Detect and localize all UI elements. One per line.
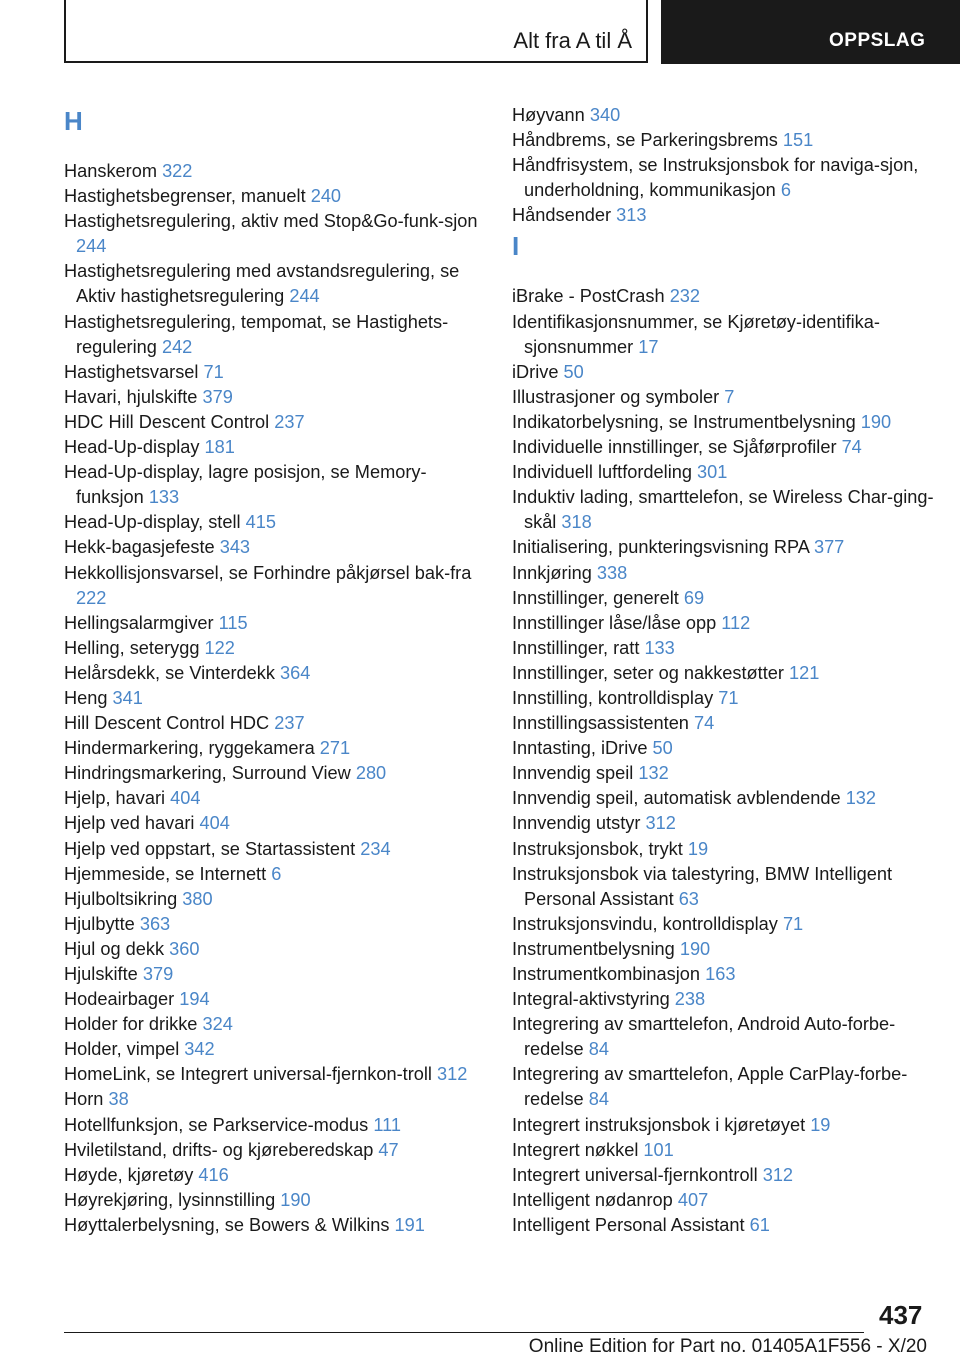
index-entry-page-link[interactable]: 313 bbox=[616, 205, 647, 226]
index-entry-page-link[interactable]: 112 bbox=[721, 612, 751, 633]
index-entry-page-link[interactable]: 84 bbox=[588, 1089, 609, 1110]
index-entry-text: Hanskerom bbox=[64, 161, 157, 181]
index-entry bbox=[64, 1087, 494, 1112]
index-entry-text: Innstillinger, seter og nakkestøtter bbox=[512, 662, 784, 683]
index-entry-text: Instruksjonsbok via talestyring, BMW Intelligent Personal Assistant bbox=[512, 863, 893, 909]
index-entry-text: Høyttalerbelysning, se Bowers & Wilkins bbox=[64, 1214, 390, 1235]
index-entry-text: Integrert nøkkel bbox=[512, 1139, 639, 1160]
index-entry bbox=[512, 561, 942, 586]
index-entry-page-link[interactable]: 318 bbox=[561, 512, 592, 533]
index-entry-page-link[interactable]: 312 bbox=[762, 1164, 794, 1185]
index-entry-page-link[interactable]: 132 bbox=[638, 763, 669, 784]
index-entry bbox=[512, 310, 942, 360]
index-entry bbox=[512, 1138, 942, 1163]
index-entry-text: Høyde, kjøretøy bbox=[64, 1164, 194, 1185]
index-entry bbox=[64, 1138, 494, 1163]
index-entry bbox=[512, 460, 942, 485]
index-entry-text: Instruksjonsvindu, kontrolldisplay bbox=[512, 913, 778, 934]
index-entry-page-link[interactable]: 237 bbox=[274, 713, 305, 734]
index-entry-text: Høyvann bbox=[512, 105, 585, 125]
index-entry-text: Håndbrems, se Parkeringsbrems bbox=[512, 130, 778, 151]
index-entry-page-link[interactable]: 364 bbox=[280, 662, 311, 683]
index-entry bbox=[512, 761, 942, 786]
index-entry-text: Innkjøring bbox=[512, 562, 592, 583]
index-entry-text: Heng bbox=[64, 687, 108, 708]
index-entry-text: Innstillingsassistenten bbox=[512, 713, 689, 734]
index-entry-text: HDC Hill Descent Control bbox=[64, 411, 270, 432]
index-entry-text: Hastighetsregulering, tempomat, se Hastighets-regulering bbox=[64, 311, 449, 357]
index-entry-text: Integral-aktivstyring bbox=[512, 989, 670, 1010]
header-section-box bbox=[64, 0, 648, 63]
index-entry-text: Head-Up-display bbox=[64, 437, 200, 458]
index-entry bbox=[512, 1163, 942, 1188]
index-entry bbox=[512, 661, 942, 686]
index-entry-text: Innstilling, kontrolldisplay bbox=[512, 687, 714, 708]
index-entry-text: Hekkollisjonsvarsel, se Forhindre påkjørsel bak-fra bbox=[64, 562, 472, 583]
index-entry-page-link[interactable]: 71 bbox=[718, 687, 739, 708]
index-entry-text: Instruksjonsbok, trykt bbox=[512, 838, 683, 859]
index-entry-page-link[interactable]: 151 bbox=[782, 130, 814, 151]
index-entry bbox=[64, 711, 494, 736]
index-entry-text: Hjulskifte bbox=[64, 964, 138, 984]
index-entry-text: Holder, vimpel bbox=[64, 1039, 180, 1060]
index-entry bbox=[64, 360, 494, 385]
index-entry-page-link[interactable]: 132 bbox=[845, 788, 877, 809]
index-entry-text: Horn bbox=[64, 1089, 104, 1110]
index-entry bbox=[512, 711, 942, 736]
index-entry-text: Helårsdekk, se Vinterdekk bbox=[64, 662, 275, 683]
index-column-left bbox=[64, 103, 494, 1238]
index-entry-page-link[interactable]: 191 bbox=[394, 1214, 425, 1235]
index-entry-text: Integrert universal-fjernkontroll bbox=[512, 1164, 758, 1185]
index-entry bbox=[512, 128, 942, 153]
index-entry-text: Havari, hjulskifte bbox=[64, 386, 198, 407]
index-entry-text: Hjelp, havari bbox=[64, 788, 166, 809]
index-entry bbox=[64, 385, 494, 410]
index-entry-text: HomeLink, se Integrert universal-fjernkon-troll bbox=[64, 1064, 432, 1085]
index-entry-text: Hastighetsregulering med avstandsregulering, se Aktiv hastighetsregulering bbox=[64, 261, 460, 307]
index-entry bbox=[512, 736, 942, 761]
index-entry-text: Hastighetsbegrenser, manuelt bbox=[64, 186, 306, 207]
index-entry-page-link[interactable]: 194 bbox=[179, 989, 210, 1010]
index-entry-page-link[interactable]: 74 bbox=[693, 713, 715, 734]
index-entry bbox=[512, 811, 942, 836]
index-entry-page-link[interactable]: 280 bbox=[355, 763, 387, 784]
index-entry bbox=[512, 1062, 942, 1112]
index-entry-text: Hjul og dekk bbox=[64, 938, 165, 959]
index-entry-page-link[interactable]: 240 bbox=[310, 186, 342, 207]
index-entry-page-link[interactable]: 341 bbox=[112, 687, 143, 708]
index-entry-text: Hviletilstand, drifts- og kjøreberedskap bbox=[64, 1139, 374, 1160]
index-entry-text: Hindermarkering, ryggekamera bbox=[64, 738, 315, 759]
index-entry bbox=[64, 937, 494, 962]
index-entry-page-link[interactable]: 71 bbox=[782, 913, 804, 934]
index-entry bbox=[512, 485, 942, 535]
index-entry bbox=[512, 586, 942, 611]
index-entry bbox=[64, 962, 494, 987]
index-entry-page-link[interactable]: 380 bbox=[182, 888, 213, 909]
index-entry-page-link[interactable]: 271 bbox=[319, 738, 351, 759]
index-entry-page-link[interactable]: 416 bbox=[198, 1164, 229, 1185]
index-entry bbox=[512, 153, 942, 203]
index-entry-page-link[interactable]: 163 bbox=[705, 964, 736, 984]
index-entry bbox=[512, 410, 942, 435]
index-entry-page-link[interactable]: 7 bbox=[724, 386, 735, 407]
index-entry bbox=[512, 686, 942, 711]
index-entry-page-link[interactable]: 407 bbox=[677, 1189, 709, 1210]
index-entry bbox=[512, 937, 942, 962]
index-entry-text: Hodeairbager bbox=[64, 989, 175, 1010]
index-entry bbox=[64, 686, 494, 711]
index-entry-page-link[interactable]: 133 bbox=[644, 637, 675, 658]
index-entry-text: Hjemmeside, se Internett bbox=[64, 863, 267, 884]
index-entry bbox=[64, 661, 494, 686]
index-entry bbox=[64, 561, 494, 611]
index-entry bbox=[512, 1213, 942, 1238]
index-entry-text: Intelligent nødanrop bbox=[512, 1189, 673, 1210]
index-entry-text: Hekk-bagasjefeste bbox=[64, 537, 215, 558]
index-entry-text: iBrake - PostCrash bbox=[512, 286, 665, 307]
index-entry-page-link[interactable]: 312 bbox=[645, 813, 676, 834]
index-entry-text: Instrumentbelysning bbox=[512, 938, 675, 959]
index-entry-page-link[interactable]: 342 bbox=[184, 1039, 215, 1060]
index-entry-page-link[interactable]: 244 bbox=[289, 286, 320, 307]
index-entry bbox=[64, 811, 494, 836]
index-entry-page-link[interactable]: 377 bbox=[813, 537, 845, 558]
index-entry bbox=[512, 284, 942, 309]
index-entry-page-link[interactable]: 61 bbox=[749, 1214, 770, 1235]
index-entry-page-link[interactable]: 363 bbox=[139, 913, 171, 934]
index-entry-text: Innstillinger låse/låse opp bbox=[512, 612, 717, 633]
index-entry bbox=[64, 636, 494, 661]
index-entry bbox=[64, 184, 494, 209]
index-entry-text: Head-Up-display, lagre posisjon, se Memory-funksjon bbox=[64, 462, 427, 508]
index-entry-page-link[interactable]: 415 bbox=[245, 512, 276, 533]
header-chapter-title: OPPSLAG bbox=[829, 30, 926, 51]
index-entry bbox=[64, 1188, 494, 1213]
index-entry-text: Hastighetsregulering, aktiv med Stop&Go-funk-sjon bbox=[64, 211, 478, 232]
index-entry-text: Hjulbytte bbox=[64, 913, 135, 934]
footer-divider bbox=[64, 1332, 864, 1333]
index-entry-text: Hastighetsvarsel bbox=[64, 361, 199, 382]
index-entry bbox=[64, 510, 494, 535]
index-entry-text: Håndsender bbox=[512, 205, 612, 226]
index-entry-text: Induktiv lading, smarttelefon, se Wireless Char-ging-skål bbox=[512, 487, 934, 533]
index-entry bbox=[512, 535, 942, 560]
index-entry bbox=[64, 1012, 494, 1037]
index-entry bbox=[64, 259, 494, 309]
index-entry bbox=[512, 360, 942, 385]
index-entry-page-link[interactable]: 404 bbox=[199, 813, 230, 834]
index-entry-text: Instrumentkombinasjon bbox=[512, 964, 701, 984]
index-entry-page-link[interactable]: 38 bbox=[108, 1089, 129, 1110]
index-entry-text: Høyrekjøring, lysinnstilling bbox=[64, 1189, 276, 1210]
index-entry-page-link[interactable]: 19 bbox=[687, 838, 709, 859]
index-entry-page-link[interactable]: 237 bbox=[274, 411, 305, 432]
index-entry bbox=[512, 611, 942, 636]
index-entry bbox=[64, 209, 494, 259]
index-entry-page-link[interactable]: 47 bbox=[378, 1139, 399, 1160]
index-entry bbox=[512, 103, 942, 128]
index-entry-page-link[interactable]: 324 bbox=[202, 1014, 233, 1035]
index-entry bbox=[512, 1012, 942, 1062]
index-entry-page-link[interactable]: 234 bbox=[360, 838, 391, 859]
index-entry-page-link[interactable]: 71 bbox=[203, 361, 224, 382]
index-entry-text: Hellingsalarmgiver bbox=[64, 612, 214, 633]
index-entry-text: Illustrasjoner og symboler bbox=[512, 386, 720, 407]
header-chapter-tab bbox=[661, 0, 960, 64]
index-letter-heading: H bbox=[64, 106, 83, 136]
index-entry bbox=[512, 862, 942, 912]
index-entry-text: Indikatorbelysning, se Instrumentbelysning bbox=[512, 411, 856, 432]
index-entry-page-link[interactable]: 312 bbox=[437, 1064, 468, 1085]
index-entry-page-link[interactable]: 84 bbox=[588, 1039, 609, 1060]
index-entry bbox=[64, 837, 494, 862]
index-entry bbox=[512, 1113, 942, 1138]
index-entry-page-link[interactable]: 69 bbox=[683, 587, 705, 608]
index-entry-text: Identifikasjonsnummer, se Kjøretøy-identifika-sjonsnummer bbox=[512, 311, 880, 357]
index-entry bbox=[512, 1188, 942, 1213]
index-entry-page-link[interactable]: 19 bbox=[810, 1114, 831, 1135]
index-entry-page-link[interactable]: 74 bbox=[841, 437, 862, 458]
index-column-right bbox=[512, 103, 942, 1238]
index-entry bbox=[64, 410, 494, 435]
index-entry bbox=[64, 611, 494, 636]
index-entry-page-link[interactable]: 101 bbox=[643, 1139, 674, 1160]
index-entry bbox=[64, 887, 494, 912]
index-entry-text: Innstillinger, generelt bbox=[512, 587, 679, 608]
index-entry-page-link[interactable]: 343 bbox=[219, 537, 251, 558]
index-entry-page-link[interactable]: 190 bbox=[679, 938, 711, 959]
index-entry bbox=[64, 862, 494, 887]
index-entry-page-link[interactable]: 111 bbox=[373, 1114, 401, 1135]
index-entry bbox=[64, 912, 494, 937]
index-entry-page-link[interactable]: 6 bbox=[780, 180, 791, 201]
index-entry bbox=[64, 736, 494, 761]
page-number: 437 bbox=[879, 1300, 923, 1330]
index-entry-page-link[interactable]: 360 bbox=[169, 938, 200, 959]
index-entry-text: Innvendig utstyr bbox=[512, 813, 641, 834]
index-entry-page-link[interactable]: 301 bbox=[697, 462, 728, 483]
index-entry-page-link[interactable]: 404 bbox=[170, 788, 201, 809]
index-entry-page-link[interactable]: 340 bbox=[589, 105, 621, 125]
index-entry-text: Holder for drikke bbox=[64, 1014, 198, 1035]
index-entry-page-link[interactable]: 50 bbox=[652, 738, 673, 759]
index-entry bbox=[512, 987, 942, 1012]
index-entry-text: Initialisering, punkteringsvisning RPA bbox=[512, 537, 809, 558]
index-entry-text: Hotellfunksjon, se Parkservice-modus bbox=[64, 1114, 369, 1135]
index-entry-page-link[interactable]: 244 bbox=[76, 236, 107, 257]
index-entry-text: Innvendig speil bbox=[512, 763, 634, 784]
index-entry-text: Integrert instruksjonsbok i kjøretøyet bbox=[512, 1114, 806, 1135]
index-entry-page-link[interactable]: 17 bbox=[638, 336, 659, 357]
index-entry bbox=[64, 535, 494, 560]
index-entry bbox=[64, 1062, 494, 1087]
index-entry bbox=[512, 435, 942, 460]
index-entry bbox=[64, 435, 494, 460]
index-entry-text: Hill Descent Control HDC bbox=[64, 713, 270, 734]
index-entry-page-link[interactable]: 238 bbox=[674, 989, 706, 1010]
index-entry-page-link[interactable]: 133 bbox=[148, 487, 180, 508]
index-entry-page-link[interactable]: 115 bbox=[218, 612, 248, 633]
index-entry bbox=[64, 1113, 494, 1138]
index-entry-text: Helling, seterygg bbox=[64, 637, 200, 658]
index-entry bbox=[64, 460, 494, 510]
index-entry-text: Individuelle innstillinger, se Sjåførprofiler bbox=[512, 437, 837, 458]
index-entry bbox=[64, 987, 494, 1012]
index-entry bbox=[512, 962, 942, 987]
index-entry bbox=[64, 159, 494, 184]
index-entry-text: Håndfrisystem, se Instruksjonsbok for naviga-sjon, underholdning, kommunikasjon bbox=[512, 155, 919, 201]
index-entry bbox=[64, 786, 494, 811]
index-entry bbox=[64, 1213, 494, 1238]
index-entry bbox=[512, 636, 942, 661]
index-letter-heading: I bbox=[512, 231, 520, 262]
index-entry-page-link[interactable]: 322 bbox=[162, 161, 193, 181]
index-entry bbox=[64, 761, 494, 786]
index-entry-page-link[interactable]: 338 bbox=[596, 562, 628, 583]
index-entry-text: Hindringsmarkering, Surround View bbox=[64, 763, 351, 784]
index-entry-page-link[interactable]: 50 bbox=[563, 361, 584, 382]
index-entry-text: Innvendig speil, automatisk avblendende bbox=[512, 788, 841, 809]
index-entry-page-link[interactable]: 181 bbox=[204, 437, 235, 458]
index-entry bbox=[64, 1163, 494, 1188]
index-entry-page-link[interactable]: 190 bbox=[860, 411, 892, 432]
index-entry bbox=[512, 786, 942, 811]
index-entry-page-link[interactable]: 379 bbox=[202, 386, 233, 407]
index-entry-text: Inntasting, iDrive bbox=[512, 738, 648, 759]
index-entry bbox=[512, 203, 942, 228]
index-entry-page-link[interactable]: 242 bbox=[161, 336, 193, 357]
index-entry-page-link[interactable]: 121 bbox=[789, 662, 820, 683]
index-entry-text: Hjelp ved havari bbox=[64, 813, 195, 834]
footer-edition-text: Online Edition for Part no. 01405A1F556 - X/20 bbox=[528, 1336, 927, 1357]
index-entry-page-link[interactable]: 190 bbox=[280, 1189, 311, 1210]
index-entry bbox=[512, 912, 942, 937]
index-entry-page-link[interactable]: 122 bbox=[204, 637, 235, 658]
index-entry-text: Hjelp ved oppstart, se Startassistent bbox=[64, 838, 356, 859]
index-entry-text: Integrering av smarttelefon, Android Auto-forbe-redelse bbox=[512, 1014, 896, 1060]
index-entry bbox=[512, 837, 942, 862]
index-entry bbox=[64, 310, 494, 360]
index-entry-text: Intelligent Personal Assistant bbox=[512, 1214, 745, 1235]
index-entry-page-link[interactable]: 6 bbox=[271, 863, 282, 884]
index-entry-page-link[interactable]: 232 bbox=[669, 286, 701, 307]
index-entry bbox=[64, 1037, 494, 1062]
index-entry-text: Hjulboltsikring bbox=[64, 888, 178, 909]
index-entry-page-link[interactable]: 222 bbox=[76, 587, 107, 608]
index-entry-page-link[interactable]: 379 bbox=[142, 964, 174, 984]
index-entry-text: Innstillinger, ratt bbox=[512, 637, 640, 658]
header-section-title: Alt fra A til Å bbox=[513, 28, 632, 53]
index-entry-text: Head-Up-display, stell bbox=[64, 512, 241, 533]
index-entry-text: Integrering av smarttelefon, Apple CarPlay-forbe-redelse bbox=[512, 1064, 908, 1110]
index-entry-text: iDrive bbox=[512, 361, 559, 382]
index-entry bbox=[512, 385, 942, 410]
index-entry-text: Individuell luftfordeling bbox=[512, 462, 692, 483]
index-entry-page-link[interactable]: 63 bbox=[678, 888, 699, 909]
